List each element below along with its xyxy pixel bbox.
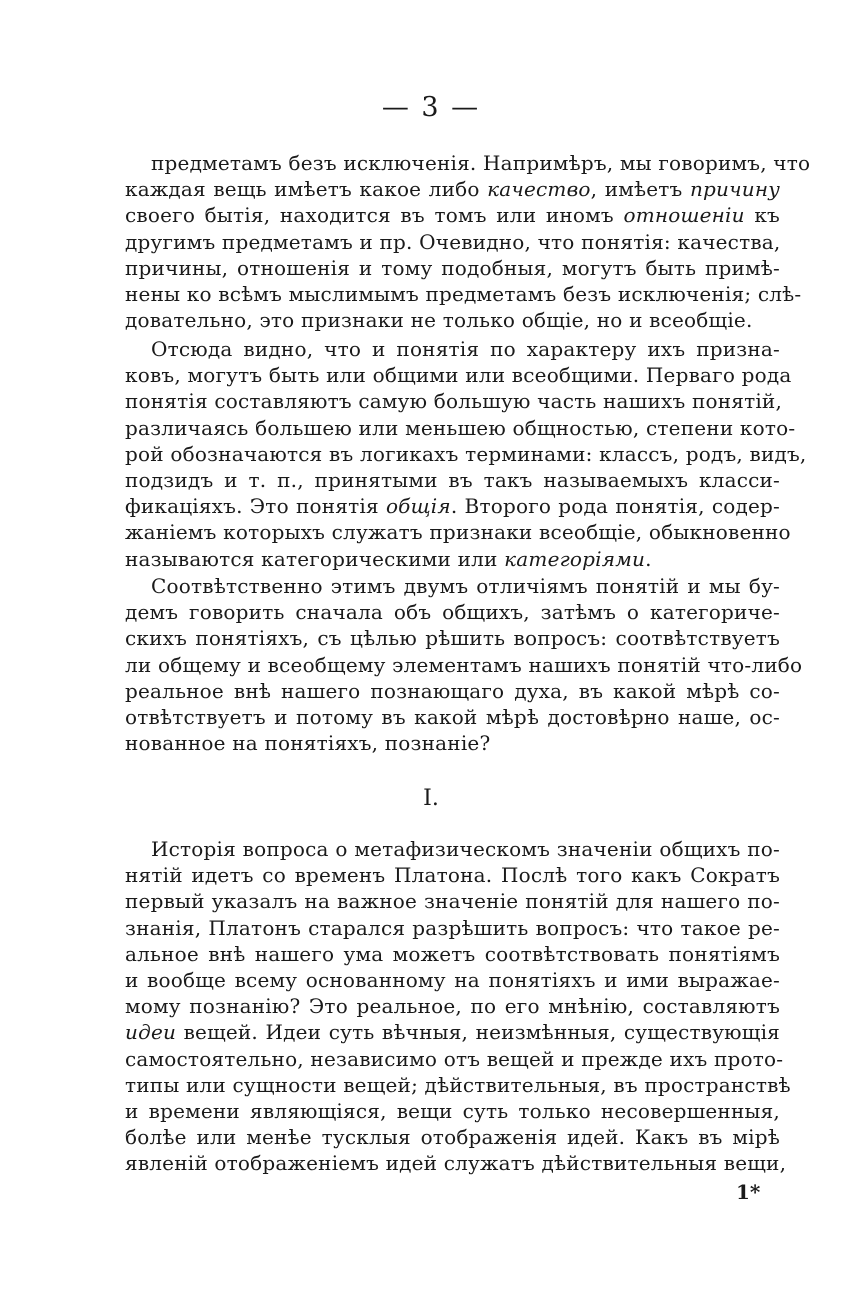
text-line: [125, 255, 780, 281]
text-run: болѣе или менѣе тусклыя отображенія идей. Какъ въ мірѣ: [125, 1125, 780, 1150]
text-line: [125, 915, 780, 941]
text-run: . Второго рода понятія, содер-: [450, 494, 780, 519]
paragraph: [125, 336, 807, 572]
text-run: предметамъ безъ исключенія. Напримѣръ, мы говоримъ, что: [151, 151, 811, 175]
text-line: [125, 836, 780, 862]
emphasized-term: причину: [689, 177, 780, 202]
text-run: жаніемъ которыхъ служатъ признаки всеобщіе, обыкновенно: [125, 520, 791, 545]
text-line: [125, 441, 807, 467]
text-run: и вообще всему основанному на понятіяхъ и ими выражае-: [125, 968, 780, 993]
text-run: мому познанію? Это реальное, по его мнѣнію, составляютъ: [125, 994, 780, 1019]
emphasized-term: качество: [487, 177, 591, 202]
text-run: рой обозначаются въ логикахъ терминами: классъ, родъ, видъ,: [125, 441, 807, 466]
text-run: самостоятельно, независимо отъ вещей и прежде ихъ прото-: [125, 1046, 784, 1071]
text-line: [125, 1098, 780, 1124]
text-run: , имѣетъ: [590, 177, 690, 202]
text-line: [125, 967, 780, 993]
text-run: демъ говорить сначала объ общихъ, затѣмъ о категориче-: [125, 600, 780, 625]
text-line: [125, 941, 780, 967]
text-line: [125, 336, 780, 362]
text-line: [125, 1124, 780, 1150]
text-run: нятій идетъ со временъ Платона. Послѣ того какъ Сократъ: [125, 863, 780, 888]
text-run: реальное внѣ нашего познающаго духа, въ какой мѣрѣ со-: [125, 678, 780, 703]
text-run: различаясь большею или меньшею общностью, степени кото-: [125, 415, 796, 440]
text-line: [125, 415, 796, 441]
emphasized-term: категоріями: [504, 546, 646, 571]
text-line: [125, 993, 780, 1019]
text-run: .: [645, 546, 652, 571]
text-line: [125, 493, 780, 519]
text-line: [125, 862, 780, 888]
emphasized-term: общія: [385, 494, 451, 519]
text-run: вещей. Идеи суть вѣчныя, неизмѣнныя, существующія: [176, 1020, 780, 1045]
text-line: [125, 467, 780, 493]
text-line: [125, 888, 780, 914]
text-line: [125, 519, 791, 545]
signature-mark: 1*: [736, 1180, 761, 1204]
paragraph: [125, 573, 803, 756]
text-run: Соотвѣтственно этимъ двумъ отличіямъ понятій и мы бу-: [151, 574, 780, 598]
text-run: къ: [744, 203, 780, 228]
text-run: своего бытія, находится въ томъ или иномъ: [125, 203, 624, 228]
text-line: [125, 150, 811, 176]
section-heading: I.: [423, 786, 439, 811]
text-run: отвѣтствуетъ и потому въ какой мѣрѣ достовѣрно наше, ос-: [125, 705, 780, 730]
text-run: называются категорическими или: [125, 546, 505, 571]
text-line: [125, 362, 792, 388]
text-run: Отсюда видно, что и понятія по характеру ихъ призна-: [151, 337, 780, 361]
text-run: типы или сущности вещей; дѣйствительныя, въ пространствѣ: [125, 1072, 791, 1097]
text-run: нованное на понятіяхъ, познаніе?: [125, 731, 491, 756]
text-line: [125, 1019, 780, 1045]
text-run: ли общему и всеобщему элементамъ нашихъ понятій что-либо: [125, 652, 803, 677]
text-line: [125, 1150, 787, 1176]
text-line: [125, 599, 780, 625]
text-run: явленій отображеніемъ идей служатъ дѣйствительныя вещи,: [125, 1151, 787, 1176]
text-run: первый указалъ на важное значеніе понятій для нашего по-: [125, 889, 780, 914]
text-run: ковъ, могутъ быть или общими или всеобщими. Перваго рода: [125, 363, 792, 388]
text-line: [125, 202, 780, 228]
emphasized-term: идеи: [125, 1020, 177, 1045]
text-run: фикаціяхъ. Это понятія: [125, 494, 386, 519]
text-run: каждая вещь имѣетъ какое либо: [125, 177, 488, 202]
text-line: [125, 307, 780, 333]
text-run: и времени являющіяся, вещи суть только несовершенныя,: [125, 1099, 780, 1124]
text-line: [125, 546, 780, 572]
text-run: альное внѣ нашего ума можетъ соотвѣтствовать понятіямъ: [125, 941, 780, 966]
emphasized-term: отношеніи: [623, 203, 745, 228]
text-run: скихъ понятіяхъ, съ цѣлью рѣшить вопросъ: соотвѣтствуетъ: [125, 626, 780, 651]
text-run: причины, отношенія и тому подобныя, могутъ быть примѣ-: [125, 255, 780, 280]
text-run: другимъ предметамъ и пр. Очевидно, что понятія: качества,: [125, 229, 781, 254]
text-run: понятія составляютъ самую большую часть нашихъ понятій,: [125, 389, 783, 414]
text-line: [125, 388, 783, 414]
paragraph: [125, 150, 811, 333]
paragraph: [125, 836, 791, 1177]
text-line: [125, 176, 780, 202]
text-run: Исторія вопроса о метафизическомъ значеніи общихъ по-: [151, 837, 780, 861]
text-line: [125, 704, 780, 730]
text-line: [125, 678, 780, 704]
page-number: — 3 —: [381, 92, 481, 123]
text-line: [125, 1046, 784, 1072]
text-run: довательно, это признаки не только общіе, но и всеобщіе.: [125, 308, 753, 333]
text-run: нены ко всѣмъ мыслимымъ предметамъ безъ исключенія; слѣ-: [125, 282, 802, 307]
text-line: [125, 229, 780, 255]
text-run: подзидъ и т. п., принятыми въ такъ называемыхъ класси-: [125, 468, 780, 493]
text-line: [125, 1072, 791, 1098]
text-line: [125, 625, 780, 651]
text-line: [125, 652, 803, 678]
text-line: [125, 730, 780, 756]
text-line: [125, 281, 802, 307]
text-run: знанія, Платонъ старался разрѣшить вопросъ: что такое ре-: [125, 915, 780, 940]
text-line: [125, 573, 780, 599]
